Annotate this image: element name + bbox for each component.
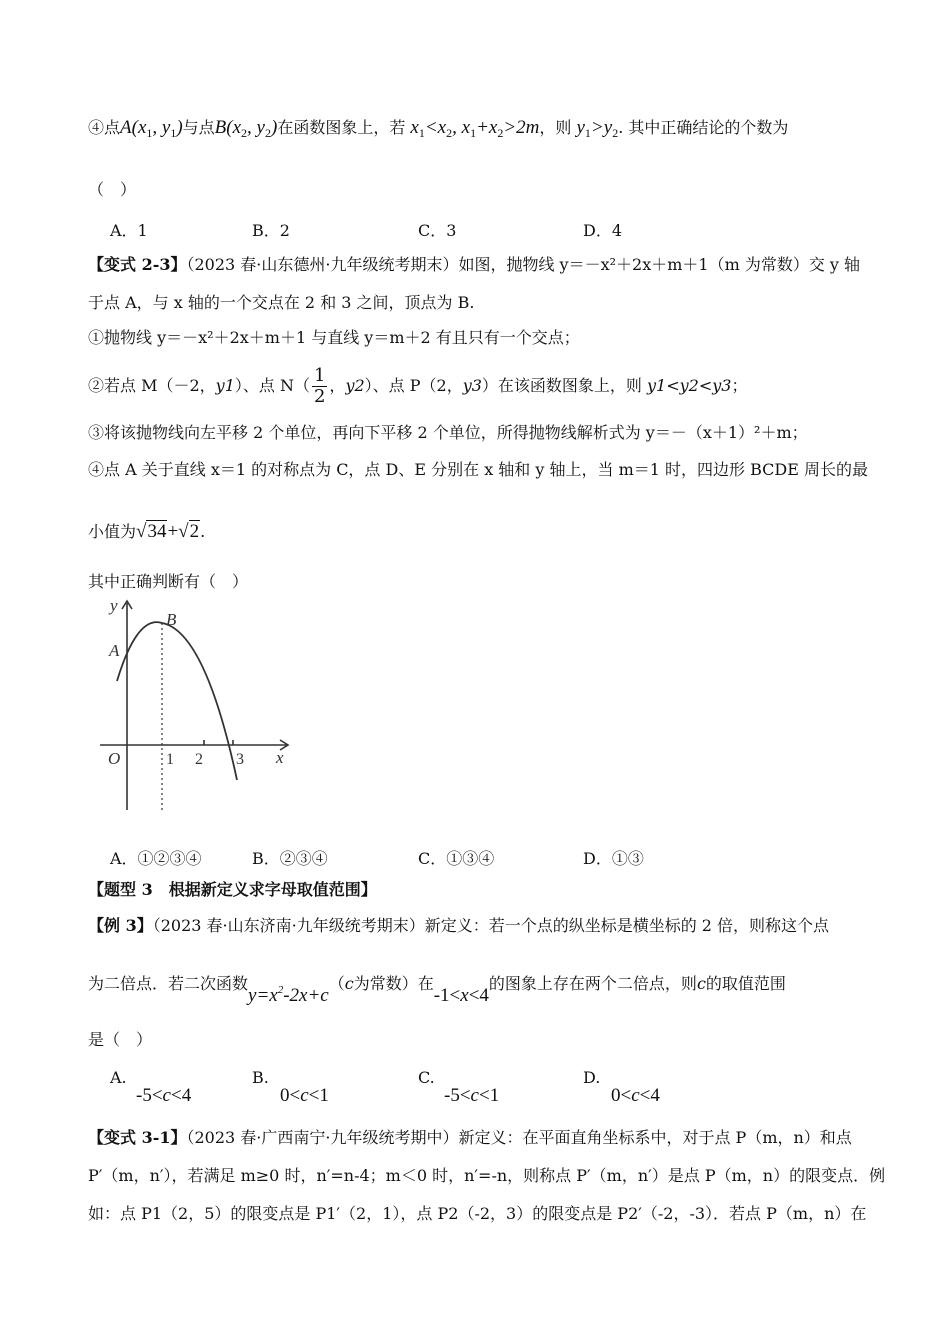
variant-3-1-line1: 【变式 3-1】（2023 春·广西南宁·九年级统考期中）新定义：在平面直角坐标系中，对于点 P（m，n）和点 bbox=[88, 1128, 852, 1147]
variant-2-3-line2: 于点 A，与 x 轴的一个交点在 2 和 3 之间，顶点为 B. bbox=[88, 293, 475, 312]
q2-option-d: D．①③ bbox=[583, 849, 644, 868]
example-3-line1: 【例 3】（2023 春·山东济南·九年级统考期末）新定义：若一个点的纵坐标是横坐标的 2 倍，则称这个点 bbox=[88, 916, 830, 935]
q1-option-c: C．3 bbox=[418, 221, 457, 240]
math-range: -1<x<4 bbox=[433, 985, 489, 1006]
statement-4-line1: ④点 A 关于直线 x＝1 的对称点为 C，点 D、E 分别在 x 轴和 y 轴上，当 m＝1 时，四边形 BCDE 周长的最 bbox=[88, 460, 869, 479]
statement-4-line2: 小值为√34+√2. bbox=[88, 521, 206, 542]
sqrt-2: √2 bbox=[178, 521, 200, 542]
ex3-option-c: C. -5<c<1 bbox=[418, 1068, 500, 1106]
tick-label-3: 3 bbox=[236, 751, 244, 768]
x-axis-label: x bbox=[276, 748, 284, 767]
ex3-option-a: A. -5<c<4 bbox=[110, 1068, 192, 1106]
example-3-line3: 是（ ） bbox=[88, 1030, 153, 1049]
tick-label-1: 1 bbox=[166, 751, 174, 768]
q2-option-a: A．①②③④ bbox=[110, 849, 202, 868]
ex3-option-b: B. 0<c<1 bbox=[252, 1068, 329, 1106]
q1-option-a: A．1 bbox=[110, 221, 148, 240]
ex3-option-d: D. 0<c<4 bbox=[583, 1068, 660, 1106]
parabola-graph bbox=[100, 593, 300, 818]
statement-4: ④点$A(x_1$, $y_1$)与点$B(x_2$, $y_2$)在函数图象上，若 $x_1<x_2$, $x_1+x_2>2m$，则 $y_1>y_2$. 其中正确结论的个数为 bbox=[88, 117, 789, 140]
math-point-a: $A(x_1$, $y_1$) bbox=[120, 117, 183, 140]
sqrt-34: √34 bbox=[136, 521, 167, 542]
q2-option-c: C．①③④ bbox=[418, 849, 495, 868]
answer-paren: （ ） bbox=[88, 180, 137, 199]
math-quadratic: $y=x^2-2x+c$ bbox=[248, 984, 329, 1006]
variant-3-1-line3: 如：点 P1（2，5）的限变点是 P1′（2，1），点 P2（-2，3）的限变点是 P2′（-2，-3）．若点 P（m，n）在 bbox=[88, 1204, 867, 1223]
y-axis-label: y bbox=[110, 596, 118, 615]
point-a-label: A bbox=[109, 641, 120, 660]
q1-option-b: B．2 bbox=[252, 221, 290, 240]
statement-1: ①抛物线 y＝－x²＋2x＋m＋1 与直线 y＝m＋2 有且只有一个交点； bbox=[88, 328, 580, 347]
q2-option-b: B．②③④ bbox=[252, 849, 328, 868]
variant-2-3-line1: 【变式 2-3】（2023 春·山东德州·九年级统考期末）如图，抛物线 y＝－x²＋2x＋m＋1（m 为常数）交 y 轴 bbox=[88, 255, 861, 274]
statement-3: ③将该抛物线向左平移 2 个单位，再向下平移 2 个单位，所得抛物线解析式为 y＝－（x＋1）²＋m； bbox=[88, 423, 808, 442]
math-point-b: $B(x_2$, $y_2$) bbox=[214, 117, 278, 140]
math-condition: $x_1<x_2$, $x_1+x_2>2m$ bbox=[410, 117, 540, 140]
statement-2: ②若点 M（－2，y1）、点 N（ $\frac{1}{2}$ ，y2）、点 P（2，y3）在该函数图象上，则 y1<y2<y3； bbox=[88, 365, 748, 407]
point-b-label: B bbox=[166, 610, 177, 629]
variant-3-1-line2: P′（m，n′），若满足 m≥0 时，n′=n-4；m＜0 时，n′=-n，则称点 P′（m，n′）是点 P（m，n）的限变点．例 bbox=[88, 1166, 886, 1185]
origin-label: O bbox=[108, 749, 121, 768]
tick-label-2: 2 bbox=[195, 751, 203, 768]
fraction-one-half: $\frac{1}{2}$ bbox=[313, 365, 326, 407]
type-3-heading: 【题型 3 根据新定义求字母取值范围】 bbox=[88, 880, 377, 899]
math-conclusion: $y_1>y_2$ bbox=[576, 117, 619, 140]
judge-question: 其中正确判断有（ ） bbox=[88, 572, 249, 591]
q1-option-d: D．4 bbox=[583, 221, 623, 240]
example-3-line2: 为二倍点．若二次函数$y=x^2-2x+c(c$为常数）在-1<x<4的图象上存在两个二倍点，则c的取值范围 bbox=[88, 974, 786, 1006]
